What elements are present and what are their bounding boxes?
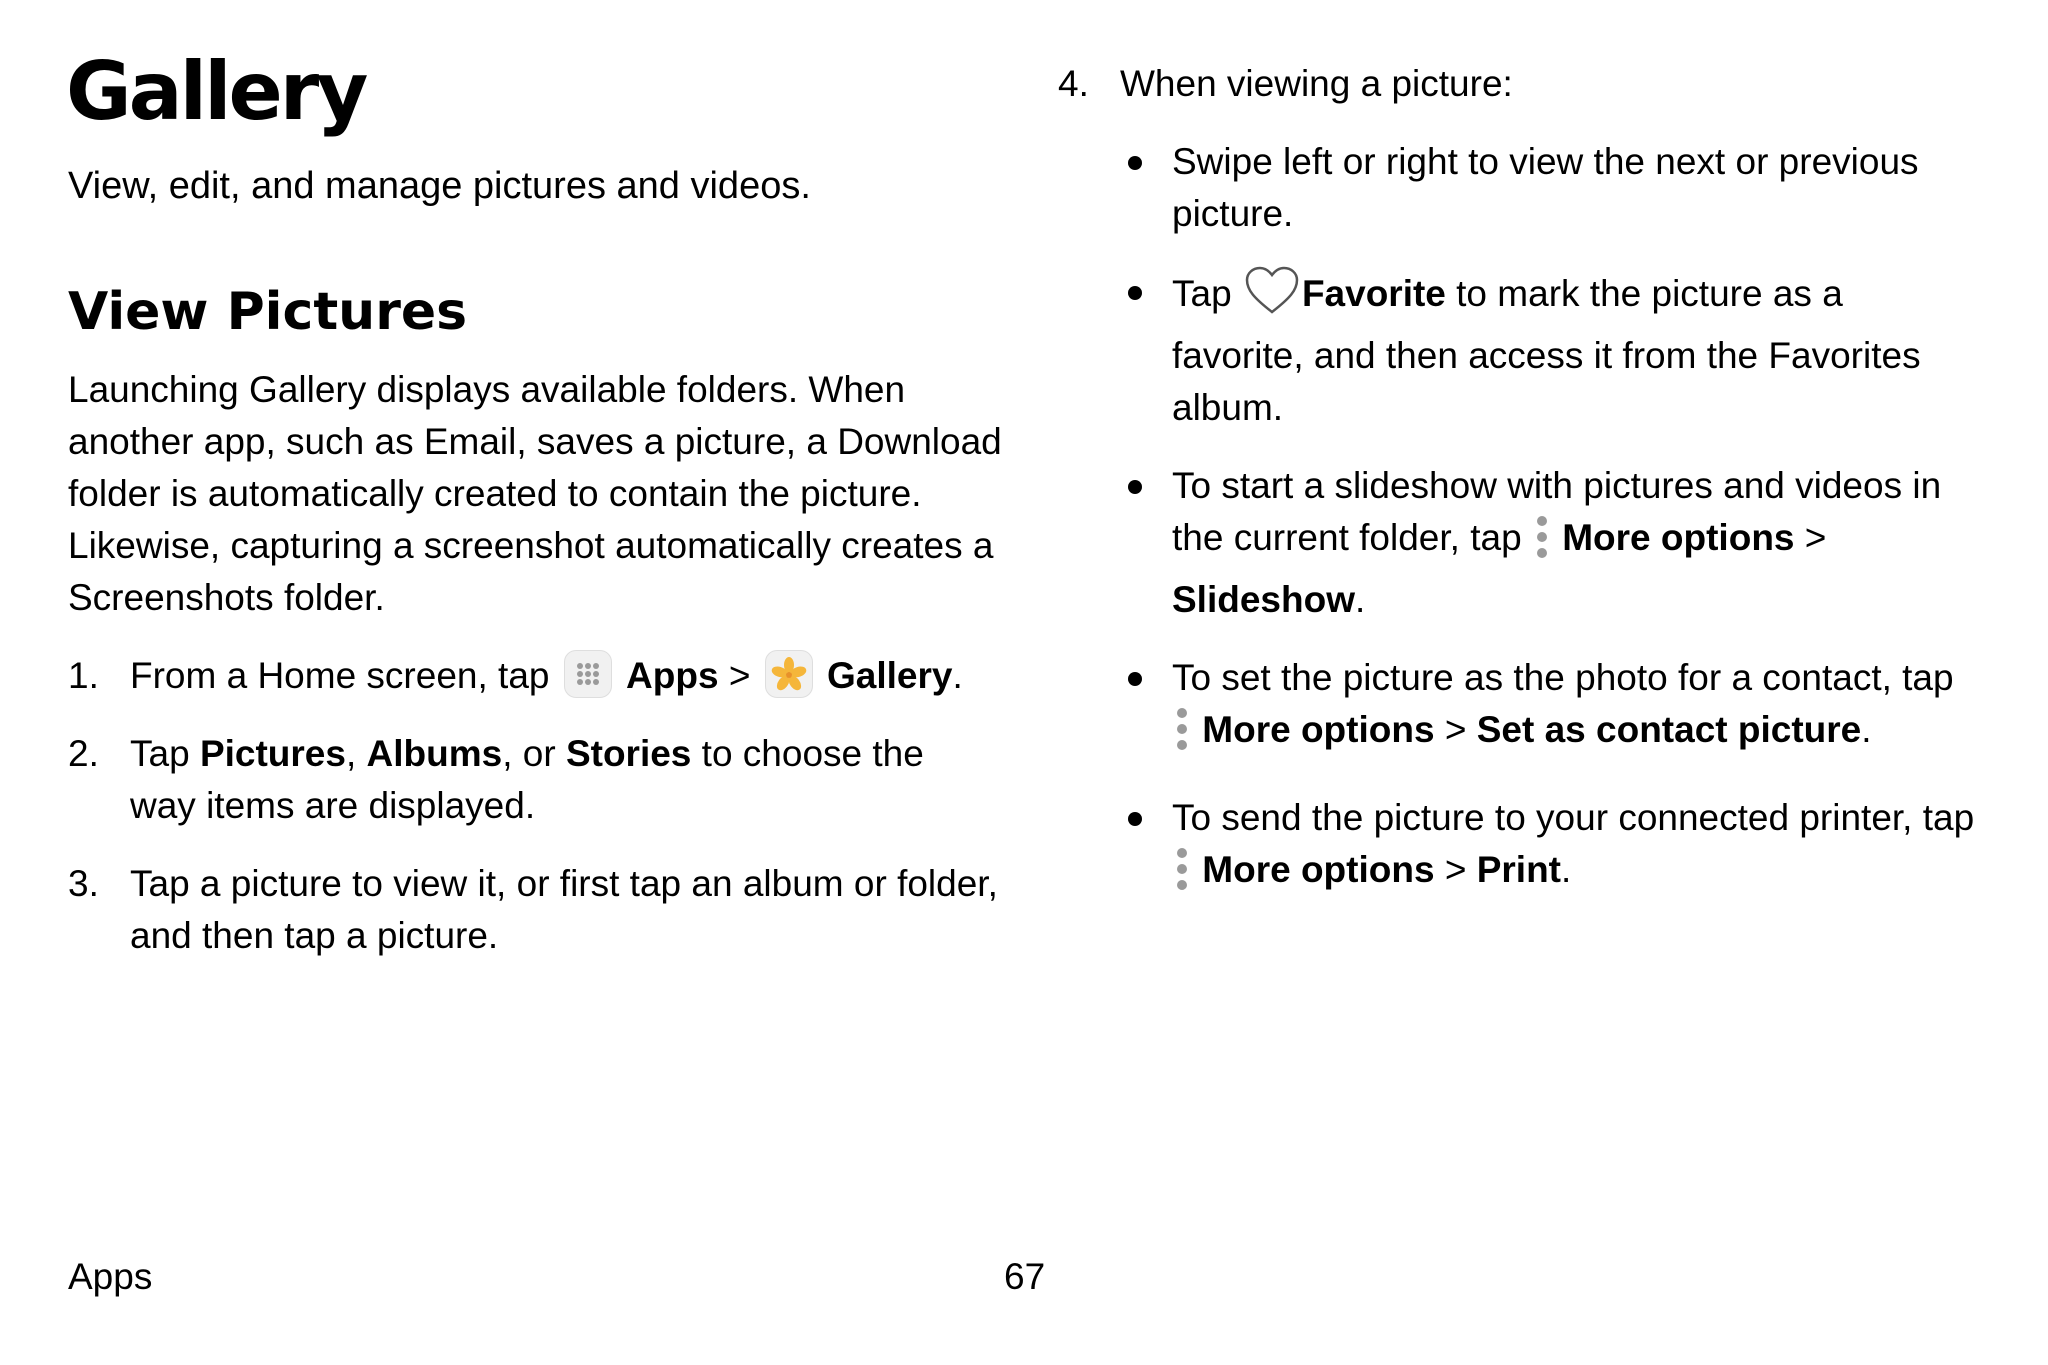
step-text: , or xyxy=(502,733,556,774)
footer-section-label: Apps xyxy=(68,1256,153,1297)
bullet-dot xyxy=(1128,672,1142,686)
albums-label: Albums xyxy=(366,733,503,774)
bullet-text: Tap xyxy=(1172,273,1232,314)
bullet-text: To set the picture as the photo for a contact, tap xyxy=(1172,657,1954,698)
print-label: Print xyxy=(1476,849,1561,890)
punctuation: . xyxy=(1561,849,1572,890)
gallery-label: Gallery xyxy=(827,655,953,696)
apps-grid-icon xyxy=(564,650,612,698)
more-options-label: More options xyxy=(1562,517,1795,558)
bullet-text: To send the picture to your connected printer, tap xyxy=(1172,797,1975,838)
page-title: Gallery xyxy=(66,45,366,138)
more-options-label: More options xyxy=(1202,849,1435,890)
bullet-dot xyxy=(1128,156,1142,170)
step-number: 4. xyxy=(1058,63,1089,104)
step-4 xyxy=(1058,58,1978,932)
bullet-item xyxy=(1058,792,1978,906)
chevron-right-icon: > xyxy=(1804,517,1827,558)
punctuation: . xyxy=(952,655,963,696)
bullet-item xyxy=(1058,460,1978,626)
step-number: 2. xyxy=(68,733,99,774)
punctuation: . xyxy=(1354,579,1366,620)
step-text: Tap xyxy=(130,733,190,774)
intro-paragraph: Launching Gallery displays available folders. When another app, such as Email, saves a picture, a Download folder is automatically created to contain the picture. Likewise, capturing a screenshot automatically creates a Screenshots folder. xyxy=(68,369,1002,618)
bullet-text: To start a slideshow with pictures and videos in the current folder, tap xyxy=(1172,465,1942,558)
more-options-icon xyxy=(1174,846,1190,906)
step-text: to choose the way items are displayed. xyxy=(130,733,924,826)
bullet-dot xyxy=(1128,812,1142,826)
step-1 xyxy=(68,650,998,702)
bullet-text: Swipe left or right to view the next or previous picture. xyxy=(1172,141,1919,234)
stories-label: Stories xyxy=(565,733,692,774)
page-number: 67 xyxy=(1004,1256,1046,1297)
heart-outline-icon xyxy=(1244,266,1300,330)
punctuation: , xyxy=(345,733,357,774)
bullet-text: to mark the picture as a favorite, and then access it from the Favorites album. xyxy=(1172,273,1921,428)
step-text: Tap a picture to view it, or first tap an album or folder, and then tap a picture. xyxy=(130,863,998,956)
section-heading: View Pictures xyxy=(68,282,468,342)
step-number: 3. xyxy=(68,863,99,904)
chevron-right-icon: > xyxy=(1444,709,1467,750)
set-contact-picture-label: Set as contact picture xyxy=(1476,709,1862,750)
chevron-right-icon: > xyxy=(728,655,751,696)
bullet-list xyxy=(1120,136,1978,906)
punctuation: . xyxy=(1861,709,1872,750)
slideshow-label: Slideshow xyxy=(1172,579,1355,620)
bullet-dot xyxy=(1128,480,1142,494)
more-options-icon xyxy=(1174,706,1190,766)
more-options-label: More options xyxy=(1202,709,1435,750)
step-3 xyxy=(68,858,998,962)
apps-label: Apps xyxy=(626,655,719,696)
bullet-dot xyxy=(1128,286,1142,300)
step-text: When viewing a picture: xyxy=(1120,63,1513,104)
bullet-item xyxy=(1058,266,1978,434)
step-text: From a Home screen, tap xyxy=(130,655,550,696)
gallery-flower-icon xyxy=(765,650,813,698)
more-options-icon xyxy=(1534,514,1550,574)
page-subtitle: View, edit, and manage pictures and videos. xyxy=(68,165,811,207)
bullet-item xyxy=(1058,652,1978,766)
step-2 xyxy=(68,728,998,832)
bullet-item xyxy=(1058,136,1978,240)
chevron-right-icon: > xyxy=(1444,849,1467,890)
step-number: 1. xyxy=(68,655,99,696)
pictures-label: Pictures xyxy=(199,733,346,774)
favorite-label: Favorite xyxy=(1301,273,1446,314)
